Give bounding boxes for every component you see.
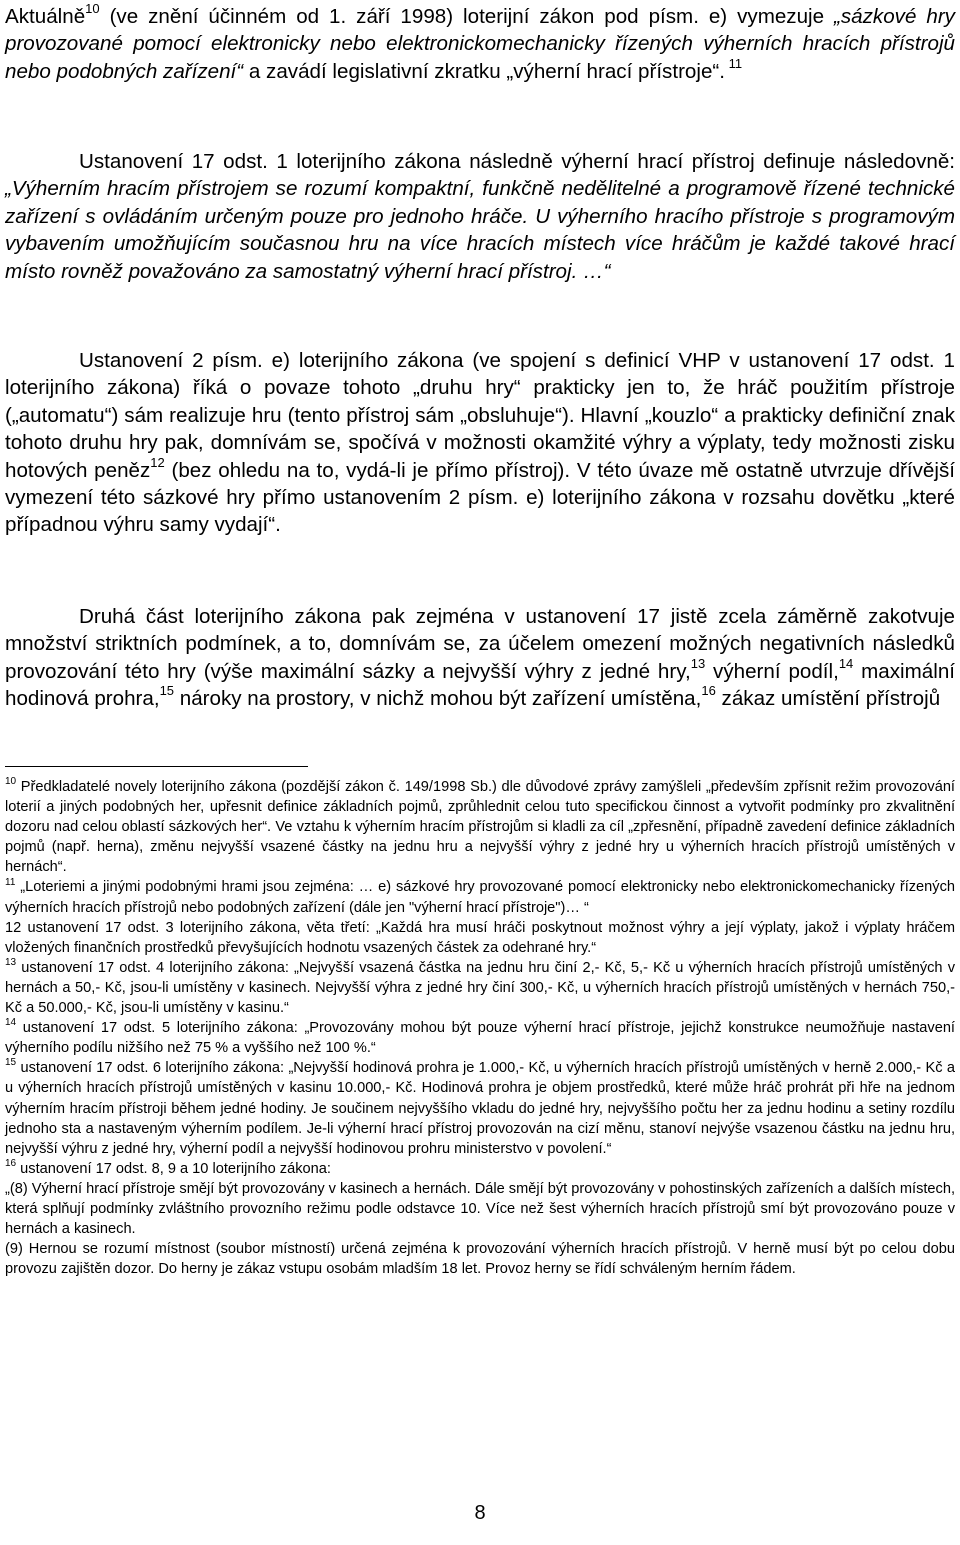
- p2-italic-definition: „Výherním hracím přístrojem se rozumí kompaktní, funkčně nedělitelné a programově řízené technické zařízení s ovládáním určeným pouze pro jednoho hráče. U výherního hracího přístroje s programovým vybavením umožňujícím současnou hru na více hracích místech více hráčům je každé takové hrací místo rovněž považováno za samostatný výherní hrací přístroj. …“: [5, 177, 955, 283]
- footnote-number: 11: [5, 876, 16, 888]
- footnote-ref-11: 11: [725, 55, 743, 71]
- footnote-separator: [5, 766, 308, 767]
- footnote-text: 12 ustanovení 17 odst. 3 loterijního zákona, věta třetí: „Každá hra musí hráči poskytnout možnost výhry a její výplaty, jakož i výplaty hráčem vložených finančních prostředků převyšujících hodnotu vsazených částek za odehrané hry.“: [5, 919, 955, 956]
- footnote-10: [5, 777, 955, 877]
- p4-text-d: nároky na prostory, v nichž mohou být zařízení umístěna,: [174, 687, 702, 711]
- footnote-number: 16: [5, 1157, 17, 1169]
- footnote-text: ustanovení 17 odst. 5 loterijního zákona: „Provozovány mohou být pouze výherní hrací přístroje, jejichž konstrukce neumožňuje nastavení výherního podílu nižšího než 75 % a vyššího než 100 %.“: [5, 1020, 955, 1057]
- footnote-number: 15: [5, 1057, 17, 1069]
- page-number: 8: [474, 1502, 486, 1524]
- p4-text-a: Druhá část loterijního zákona pak zejména v ustanovení 17 jistě zcela záměrně zakotvuje množství striktních podmínek, a to, domnívám se, za účelem omezení možných negativních následků provozování této hry (výše maximální sázky a nejvyšší výhry z jedné hry,: [5, 605, 955, 683]
- footnote-text: „(8) Výherní hrací přístroje smějí být provozovány v kasinech a hernách. Dále smějí být provozovány v pohostinských zařízeních a dalších místech, která splňují podmínky zvláštního provozního režimu podle odstavce 10. Více než šest výherních hracích přístrojů smí být provozováno pouze v hernách a kasinech.: [5, 1180, 955, 1238]
- footnote-ref-12: 12: [150, 454, 165, 470]
- footnote-13: [5, 958, 955, 1018]
- footnote-ref-10: 10: [85, 1, 100, 17]
- footnote-16: [5, 1159, 955, 1179]
- p1-text-f: .: [719, 59, 726, 83]
- footnote-16-paragraph-8: [5, 1179, 955, 1239]
- paragraph-3: [5, 347, 955, 539]
- p4-text-e: zákaz umístění přístrojů: [715, 687, 941, 711]
- footnote-number: 14: [5, 1017, 17, 1029]
- footnote-text: ustanovení 17 odst. 6 loterijního zákona: „Nejvyšší hodinová prohra je 1.000,- Kč, u výherních hracích přístrojů umístěných v herně 2.000,- Kč a u výherních hracích přístrojů umístěných v kasinu 10.000,- Kč. Hodinová prohra je objem prostředků, které může hráč prohrát při hře na jednom výherním hracím přístroji během jedné hodiny. Je součinem nejvyššího vkladu do jedné hry, nejvyššího počtu her za jednu hodinu a setiny rozdílu jednoho sta a nastaveným výherním podílem. Je-li výherní hrací přístroj provozován na cizí měnu, stanoví nejvýše vsazenou částku na jednu hru, nejvyšší výhru z jedné hry, výherní podíl a nejvyšší hodinovou prohru ministerstvo v povolení.“: [5, 1060, 955, 1157]
- footnote-15: [5, 1058, 955, 1158]
- footnote-text: (9) Hernou se rozumí místnost (soubor místností) určená zejména k provozování výherních hracích přístrojů. V herně musí být po celou dobu provozu zajištěn dozor. Do herny je zákaz vstupu osobám mladším 18 let. Provoz herny se řídí schváleným herním řádem.: [5, 1241, 955, 1278]
- paragraph-1: [5, 3, 955, 85]
- p3-text-b: (bez ohledu na to, vydá-li je přímo přístroj). V této úvaze mě ostatně utvrzuje dřívější vymezení této sázkové hry přímo ustanovením 2 písm. e) loterijního zákona v rozsahu dovětku „které případnou výhru samy vydají“.: [5, 458, 955, 537]
- footnote-number: 13: [5, 956, 17, 968]
- footnote-ref-13: 13: [690, 655, 706, 671]
- p4-text-c: maximální hodinová prohra,: [5, 659, 955, 711]
- footnote-ref-14: 14: [838, 655, 854, 671]
- footnotes: [5, 777, 955, 1279]
- p1-text-d: a zavádí legislativní zkratku: [243, 59, 507, 83]
- p2-text-a: Ustanovení 17 odst. 1 loterijního zákona následně výherní hrací přístroj definuje následovně:: [79, 150, 955, 173]
- footnote-text: „Loteriemi a jinými podobnými hrami jsou zejména: … e) sázkové hry provozované pomocí elektronicky nebo elektronickomechanicky řízených výherních hracích přístrojů nebo podobných zařízení (dále jen "výherní hrací přístroje")… “: [5, 879, 955, 916]
- footnote-16-paragraph-9: [5, 1239, 955, 1279]
- p1-italic-quote: „sázkové hry provozované pomocí elektronicky nebo elektronickomechanicky řízených výherních hracích přístrojů nebo podobných zařízení“: [5, 5, 955, 83]
- footnote-11: [5, 877, 955, 917]
- footnote-12: [5, 918, 955, 958]
- p3-text-a: Ustanovení 2 písm. e) loterijního zákona (ve spojení s definicí VHP v ustanovení 17 odst. 1 loterijního zákona) říká o povaze tohoto „druhu hry“ prakticky jen to, že hráč použitím přístroje („automatu“) sám realizuje hru (tento přístroj sám „obsluhuje“). Hlavní „kouzlo“ a prakticky definiční znak tohoto druhu hry pak, domnívám se, spočívá v možnosti okamžité výhry a výplaty, tedy možnosti zisku hotových peněz: [5, 349, 955, 482]
- footnote-text: ustanovení 17 odst. 4 loterijního zákona: „Nejvyšší vsazená částka na jednu hru činí 2,- Kč, 5,- Kč u výherních hracích přístrojů umístěných v hernách a 50,- Kč, jsou-li umístěny v kasinech. Nejvyšší výhra z jedné hry činí 300,- Kč, u výherních hracích přístrojů umístěných v hernách 750,- Kč a 50.000,- Kč, jsou-li umístěny v kasinu.“: [5, 959, 955, 1017]
- footnote-14: [5, 1018, 955, 1058]
- p1-text-b: (ve znění účinném od 1. září 1998) loterijní zákon pod písm. e) vymezuje: [99, 5, 835, 28]
- footnote-ref-16: 16: [701, 683, 716, 699]
- p1-text-e: „výherní hrací přístroje“: [506, 59, 720, 83]
- footnote-number: 10: [5, 776, 17, 788]
- paragraph-4: [5, 603, 955, 713]
- footnote-text: ustanovení 17 odst. 8, 9 a 10 loterijního zákona:: [16, 1160, 331, 1177]
- footnote-text: Předkladatelé novely loterijního zákona (pozdější zákon č. 149/1998 Sb.) dle důvodové zprávy zamýšleli „především zpřísnit režim provozování loterií a jiných podobných her, upřesnit definice základních pojmů, zprůhlednit celou tuto specifickou činnost a vytvořit podmínky pro zkvalitnění dozoru nad celou oblastí sázkových her“. Ve vztahu k výherním hracím přístrojům si kladli za cíl „zpřesnění, případně zavedení definice základních pojmů (např. herna), změnu nejvyšší vsazené částky na jednu hru a nejvyšší výhry z jedné hry u výherních hracích přístrojů umístěných v hernách“.: [5, 779, 955, 876]
- paragraph-2: [5, 148, 955, 285]
- p1-text-a: Aktuálně: [5, 5, 86, 28]
- p4-text-b: výherní podíl,: [705, 659, 839, 683]
- footnote-ref-15: 15: [159, 683, 175, 699]
